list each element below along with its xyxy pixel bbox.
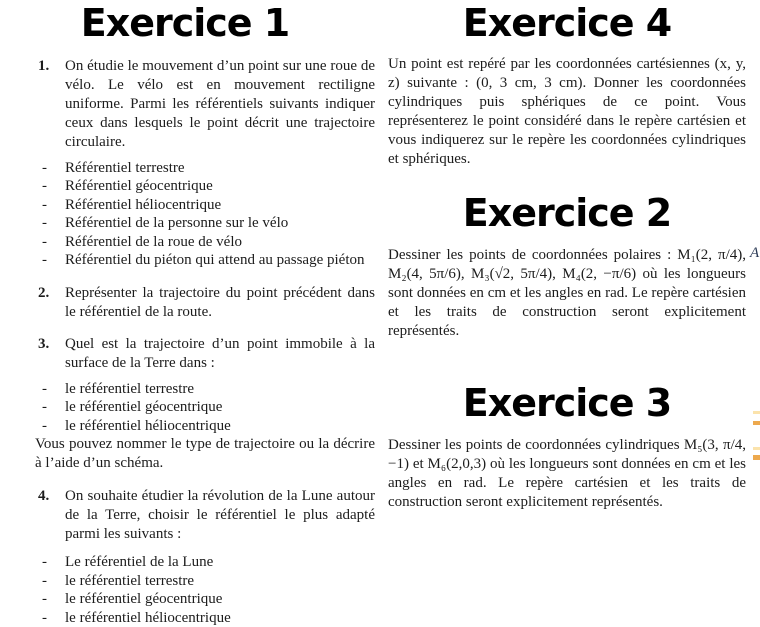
dash-marker: -: [42, 196, 47, 213]
exercise-4-text: Un point est repéré par les coordonnées cartésiennes (x, y, z) suivante : (0, 3 cm, 3 cm). Donner les coordonnées cylindriques puis sphériques de ce point. Vous représenterez le point considéré dans le repère cartésien et vous indiquerez sur le repère les coordonnées cylindriques et sphériques.: [388, 55, 746, 167]
list-item-label: Référentiel héliocentrique: [65, 196, 222, 213]
question-2: [35, 284, 375, 322]
question-3: [35, 335, 375, 373]
question-2-number: 2.: [38, 284, 50, 301]
dash-marker: -: [42, 399, 47, 416]
list-item-label: Référentiel géocentrique: [65, 178, 213, 195]
question-4-options: [35, 553, 375, 627]
question-1: [35, 57, 375, 152]
list-item-label: le référentiel héliocentrique: [65, 609, 231, 626]
dash-marker: -: [42, 417, 47, 434]
question-1-text: On étudie le mouvement d’un point sur une roue de vélo. Le vélo est en mouvement rectiligne uniforme. Parmi les référentiels suivants indiquer ceux dans lesquels le point décrit une trajectoire circulaire.: [65, 57, 375, 150]
question-1-number: 1.: [38, 57, 50, 74]
exercise-1-section: [35, 0, 375, 627]
dash-marker: -: [42, 252, 47, 269]
list-item: [35, 398, 375, 417]
exercise-1-heading: Exercice 1: [80, 1, 290, 45]
list-item-label: le référentiel héliocentrique: [65, 417, 231, 434]
dash-marker: -: [42, 554, 47, 571]
list-item: [35, 417, 375, 436]
dash-marker: -: [42, 572, 47, 589]
page-edge-fragment: [753, 411, 760, 414]
question-1-options: [35, 159, 375, 270]
list-item: [35, 251, 375, 270]
exercise-3-heading: Exercice 3: [462, 381, 672, 426]
list-item: [35, 380, 375, 399]
question-4: [35, 487, 375, 544]
dash-marker: -: [42, 380, 47, 397]
list-item-label: le référentiel géocentrique: [65, 399, 223, 416]
list-item: [35, 177, 375, 196]
question-4-number: 4.: [38, 488, 50, 505]
page-edge-fragment: [753, 421, 760, 425]
note-text: Vous pouvez nommer le type de trajectoire ou la décrire à l’aide d’un schéma.: [35, 436, 375, 472]
dash-marker: -: [42, 233, 47, 250]
dash-marker: -: [42, 178, 47, 195]
list-item: [35, 159, 375, 178]
list-item: [35, 196, 375, 215]
list-item: [35, 553, 375, 572]
list-item-label: Référentiel du piéton qui attend au passage piéton: [65, 252, 365, 269]
list-item: [35, 233, 375, 252]
page-edge-fragment: [753, 447, 760, 450]
exercise-3-text: Dessiner les points de coordonnées cylindriques M₅(3, π/4, −1) et M₆(2,0,3) où les longueurs sont données en cm et les angles en rad. Le repère cartésien et les traits de construction seront explicitement représentés.: [388, 437, 746, 511]
dash-marker: -: [42, 215, 47, 232]
exercise-2-heading: Exercice 2: [462, 190, 672, 235]
question-3-text: Quel est la trajectoire d’un point immobile à la surface de la Terre dans :: [65, 335, 375, 371]
list-item: [35, 609, 375, 627]
list-item-label: le référentiel géocentrique: [65, 591, 223, 608]
right-column: [388, 0, 746, 512]
list-item-label: le référentiel terrestre: [65, 572, 195, 589]
exercise-2-text: Dessiner les points de coordonnées polaires : M₁(2, π/4), M₂(4, 5π/6), M₃(√2, 5π/4), M₄(2, −π/6) où les longueurs sont données en cm et les angles en rad. Le repère cartésien et les traits de construction seront explicitement représentés.: [388, 247, 746, 340]
question-4-text: On souhaite étudier la révolution de la Lune autour de la Terre, choisir le référentiel le plus adapté parmi les suivants :: [65, 488, 375, 543]
question-3-options: [35, 380, 375, 436]
question-2-text: Représenter la trajectoire du point précédent dans le référentiel de la route.: [65, 284, 375, 320]
list-item-label: Référentiel terrestre: [65, 159, 185, 176]
list-item-label: Référentiel de la roue de vélo: [65, 233, 242, 250]
list-item: [35, 590, 375, 609]
list-item-label: Le référentiel de la Lune: [65, 554, 214, 571]
list-item: [35, 214, 375, 233]
page-edge-text-fragment: A: [750, 245, 760, 261]
dash-marker: -: [42, 159, 47, 176]
list-item-label: Référentiel de la personne sur le vélo: [65, 215, 289, 232]
page-edge-fragment: [753, 455, 760, 460]
list-item: [35, 572, 375, 591]
dash-marker: -: [42, 591, 47, 608]
question-3-number: 3.: [38, 335, 50, 352]
list-item-label: le référentiel terrestre: [65, 380, 195, 397]
exercise-4-heading: Exercice 4: [462, 1, 672, 45]
dash-marker: -: [42, 609, 47, 626]
